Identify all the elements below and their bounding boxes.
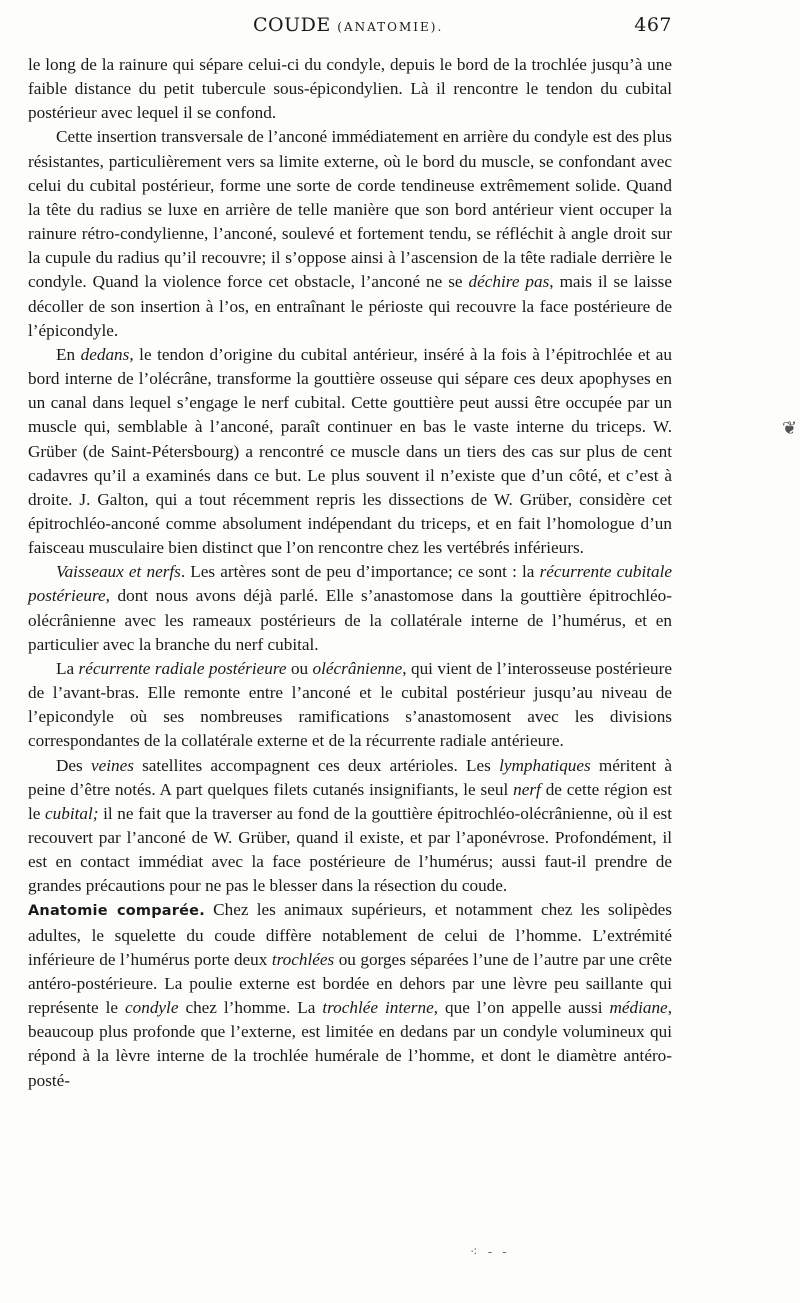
text-run: méritent à peine d’être notés. A part quelques filets cutanés insignifiants, le seul bbox=[28, 755, 673, 799]
paragraph bbox=[28, 560, 672, 657]
italic-term: condyle bbox=[125, 998, 179, 1018]
paragraph bbox=[28, 657, 672, 754]
text-run: satellites accompagnent ces deux artérioles. Les bbox=[133, 755, 500, 775]
running-title-main: COUDE bbox=[253, 14, 331, 36]
footer-smudge-icon: ⁖ ‐ ‐ bbox=[470, 1245, 510, 1260]
paragraph bbox=[28, 898, 672, 1092]
italic-term: olécrânienne bbox=[312, 658, 403, 678]
italic-term: récurrente radiale postérieure bbox=[78, 658, 287, 678]
text-run: Des bbox=[56, 755, 91, 775]
text-run: , beaucoup plus profonde que l’externe, est limitée en dedans par un condyle volumineux qui répond à la lèvre interne de la trochlée humérale de l’homme, et dont le diamètre antéro-posté- bbox=[28, 998, 672, 1090]
italic-term: nerf bbox=[513, 779, 541, 799]
text-run: Chez les animaux supérieurs, et notamment chez les solipèdes adultes, le squelette du coude diffère notablement de celui de l’homme. L’extrémité inférieure de l’humérus porte deux bbox=[28, 900, 672, 969]
running-title-sub: (ANATOMIE). bbox=[337, 20, 444, 34]
body-text bbox=[28, 53, 672, 1093]
section-heading: Anatomie comparée. bbox=[28, 903, 205, 920]
italic-term: veines bbox=[90, 755, 134, 775]
margin-stain-icon: ❦ bbox=[782, 418, 798, 439]
italic-term: dedans bbox=[80, 344, 130, 364]
italic-term: récurrente cubitale postérieure bbox=[28, 562, 672, 606]
text-run: de cette région est le bbox=[28, 779, 672, 823]
text-run: , dont nous avons déjà parlé. Elle s’anastomose dans la gouttière épitrochléo-olécrânienne avec les rameaux postérieurs de la collatérale interne de l’humérus, et en particulier avec la branche du nerf cubital. bbox=[28, 586, 672, 654]
text-run: , que l’on appelle aussi bbox=[433, 998, 610, 1018]
italic-term: déchire pas bbox=[468, 272, 550, 292]
text-run: , le tendon d’origine du cubital antérieur, inséré à la fois à l’épitrochlée et au bord interne de l’olécrâne, transforme la gouttière osseuse qui sépare ces deux apophyses en un canal dans lequel s’engage le nerf cubital. Cette gouttière peut aussi être occupée par un muscle qui, semblable à l’anconé, paraît continuer en bas le vaste interne du triceps. W. Grüber (de Saint-Pétersbourg) a rencontré ce muscle dans un tiers des cas sur plus de cent cadavres qu’il a examinés dans ce but. Le plus souvent il n’existe que d’un côté, et c’est à droite. J. Galton, qui a tout récemment repris les dissections de W. Grüber, considère cet épitrochléo-anconé comme absolument indépendant du triceps, et en fait l’homologue d’un faisceau musculaire bien distinct que l’on rencontre chez les vertébrés inférieurs. bbox=[28, 344, 672, 558]
text-run: ou gorges séparées l’une de l’autre par une crête antéro-postérieure. La poulie externe est bordée en dehors par une lèvre peu saillante qui représente le bbox=[28, 949, 672, 1018]
paragraph bbox=[28, 125, 672, 342]
paragraph bbox=[28, 343, 672, 560]
italic-term: Vaisseaux et nerfs bbox=[56, 562, 181, 582]
text-run: . Les artères sont de peu d’importance; ce sont : la bbox=[180, 562, 540, 582]
text-run: En bbox=[56, 344, 81, 364]
text-run: chez l’homme. La bbox=[178, 998, 323, 1018]
italic-term: médiane bbox=[609, 998, 668, 1018]
text-run: , qui vient de l’interosseuse postérieure de l’avant-bras. Elle remonte entre l’anconé et le cubital postérieur jusqu’au niveau de l’epicondyle où ses nombreuses ramifications s’anastomosent avec les divisions correspondantes de la collatérale externe et de la récurrente radiale antérieure. bbox=[28, 658, 672, 751]
page-number: 467 bbox=[634, 14, 672, 36]
text-run: La bbox=[56, 658, 79, 678]
running-title bbox=[253, 14, 443, 36]
text-run: Cette insertion transversale de l’anconé immédiatement en arrière du condyle est des plus résistantes, particulièrement vers sa limite externe, où le bord du muscle, se confondant avec celui du cubital postérieur, forme une sorte de corde tendineuse extrêmement solide. Quand la tête du radius se luxe en arrière de telle manière que son bord antérieur vient occuper la rainure rétro-condylienne, l’anconé, soulevé et fortement tendu, se réfléchit à angle droit sur la cupule du radius qu’il recouvre; il s’oppose ainsi à l’ascension de la tête radiale derrière le condyle. Quand la violence force cet obstacle, l’anconé ne se bbox=[28, 127, 672, 292]
italic-term: cubital; bbox=[45, 803, 99, 823]
text-run: , mais il se laisse décoller de son insertion à l’os, en entraînant le périoste qui recouvre la face postérieure de l’épicondyle. bbox=[28, 272, 673, 340]
paragraph bbox=[28, 53, 672, 125]
italic-term: trochlée interne bbox=[322, 998, 434, 1018]
text-run: il ne fait que la traverser au fond de la gouttière épitrochléo-olécrânienne, où il est recouvert par l’anconé de W. Grüber, quand il existe, et par l’aponévrose. Profondément, il est en contact immédiat avec la face postérieure de l’humérus; aussi faut-il prendre de grandes précautions pour ne pas le blesser dans la résection du coude. bbox=[28, 803, 673, 896]
paragraph bbox=[28, 754, 672, 899]
text-run: le long de la rainure qui sépare celui-ci du condyle, depuis le bord de la trochlée jusqu’à une faible distance du petit tubercule sous-épicondylien. Là il rencontre le tendon du cubital postérieur avec lequel il se confond. bbox=[28, 55, 672, 123]
running-head bbox=[28, 14, 672, 42]
text-run: ou bbox=[286, 658, 313, 678]
italic-term: trochlées bbox=[271, 949, 335, 969]
italic-term: lymphatiques bbox=[499, 755, 591, 775]
